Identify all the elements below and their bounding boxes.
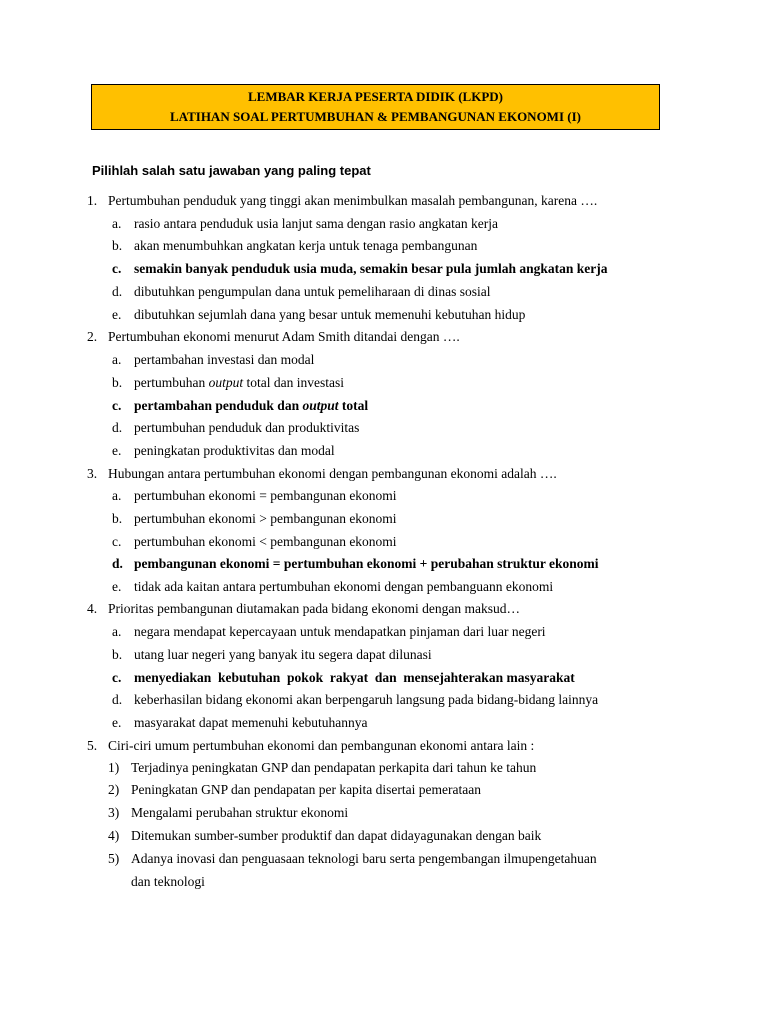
option-label: d. xyxy=(112,692,123,707)
option-label: c. xyxy=(112,261,122,276)
worksheet-title: LEMBAR KERJA PESERTA DIDIK (LKPD) xyxy=(248,89,503,104)
option-label: c. xyxy=(112,534,122,549)
option-text: utang luar negeri yang banyak itu segera dapat dilunasi xyxy=(134,647,432,662)
option-label: e. xyxy=(112,307,122,322)
option-text: pertambahan investasi dan modal xyxy=(134,352,315,367)
option-label: a. xyxy=(112,488,122,503)
list-item-text: Ditemukan sumber-sumber produktif dan dapat didayagunakan dengan baik xyxy=(131,828,542,843)
option-label: a. xyxy=(112,216,122,231)
option-text: pertambahan penduduk dan output total xyxy=(134,398,369,413)
list-item-text: Terjadinya peningkatan GNP dan pendapatan perkapita dari tahun ke tahun xyxy=(131,760,537,775)
option-text: akan menumbuhkan angkatan kerja untuk tenaga pembangunan xyxy=(134,238,478,253)
list-item-text: dan teknologi xyxy=(131,874,205,889)
option-text: pertumbuhan ekonomi < pembangunan ekonomi xyxy=(134,534,397,549)
list-item-text: Peningkatan GNP dan pendapatan per kapita disertai pemerataan xyxy=(131,782,481,797)
option-text: pembangunan ekonomi = pertumbuhan ekonomi + perubahan struktur ekonomi xyxy=(134,556,599,571)
option-text: pertumbuhan ekonomi > pembangunan ekonomi xyxy=(134,511,397,526)
option-label: e. xyxy=(112,715,122,730)
option-label: b. xyxy=(112,647,123,662)
option-text: semakin banyak penduduk usia muda, semakin besar pula jumlah angkatan kerja xyxy=(134,261,608,276)
worksheet-title-box xyxy=(91,84,660,130)
list-item-label: 2) xyxy=(108,782,120,797)
list-item-label: 1) xyxy=(108,760,120,775)
list-item-text: Mengalami perubahan struktur ekonomi xyxy=(131,805,349,820)
option-label: a. xyxy=(112,624,122,639)
question-text: Pertumbuhan penduduk yang tinggi akan menimbulkan masalah pembangunan, karena …. xyxy=(108,193,598,208)
option-text: pertumbuhan penduduk dan produktivitas xyxy=(134,420,360,435)
instruction-text: Pilihlah salah satu jawaban yang paling tepat xyxy=(92,163,371,178)
option-label: a. xyxy=(112,352,122,367)
option-text: rasio antara penduduk usia lanjut sama dengan rasio angkatan kerja xyxy=(134,216,498,231)
option-text: keberhasilan bidang ekonomi akan berpengaruh langsung pada bidang-bidang lainnya xyxy=(134,692,599,707)
question-number: 1. xyxy=(87,193,98,208)
worksheet-subtitle: LATIHAN SOAL PERTUMBUHAN & PEMBANGUNAN EKONOMI (I) xyxy=(170,109,581,124)
question-number: 4. xyxy=(87,601,98,616)
option-text: masyarakat dapat memenuhi kebutuhannya xyxy=(134,715,368,730)
question-text: Hubungan antara pertumbuhan ekonomi dengan pembangunan ekonomi adalah …. xyxy=(108,466,557,481)
list-item-text: Adanya inovasi dan penguasaan teknologi baru serta pengembangan ilmupengetahuan xyxy=(131,851,597,866)
question-number: 3. xyxy=(87,466,98,481)
option-label: d. xyxy=(112,420,123,435)
option-label: e. xyxy=(112,579,122,594)
option-text: pertumbuhan output total dan investasi xyxy=(134,375,344,390)
option-text: dibutuhkan pengumpulan dana untuk pemeliharaan di dinas sosial xyxy=(134,284,491,299)
question-number: 5. xyxy=(87,738,98,753)
option-label: c. xyxy=(112,398,122,413)
question-text: Prioritas pembangunan diutamakan pada bidang ekonomi dengan maksud… xyxy=(108,601,521,616)
list-item-label: 5) xyxy=(108,851,120,866)
list-item-label: 4) xyxy=(108,828,120,843)
option-label: d. xyxy=(112,284,123,299)
question-number: 2. xyxy=(87,329,98,344)
option-text: peningkatan produktivitas dan modal xyxy=(134,443,335,458)
option-label: b. xyxy=(112,238,123,253)
question-text: Ciri-ciri umum pertumbuhan ekonomi dan pembangunan ekonomi antara lain : xyxy=(108,738,535,753)
question-text: Pertumbuhan ekonomi menurut Adam Smith ditandai dengan …. xyxy=(108,329,460,344)
option-text: menyediakan kebutuhan pokok rakyat dan mensejahterakan masyarakat xyxy=(134,670,575,685)
option-label: c. xyxy=(112,670,122,685)
list-item-label: 3) xyxy=(108,805,120,820)
option-label: b. xyxy=(112,511,123,526)
option-text: negara mendapat kepercayaan untuk mendapatkan pinjaman dari luar negeri xyxy=(134,624,546,639)
option-label: d. xyxy=(112,556,123,571)
option-text: tidak ada kaitan antara pertumbuhan ekonomi dengan pembanguann ekonomi xyxy=(134,579,554,594)
option-text: dibutuhkan sejumlah dana yang besar untuk memenuhi kebutuhan hidup xyxy=(134,307,526,322)
option-label: b. xyxy=(112,375,123,390)
option-text: pertumbuhan ekonomi = pembangunan ekonomi xyxy=(134,488,397,503)
option-label: e. xyxy=(112,443,122,458)
